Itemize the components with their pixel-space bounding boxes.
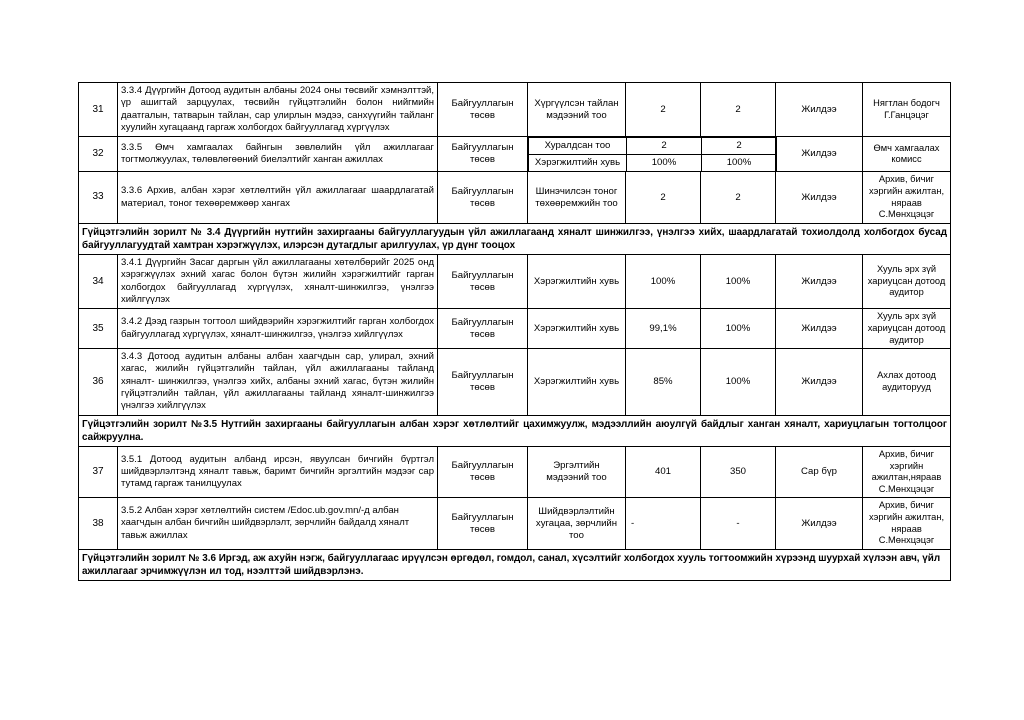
row-number: 31 <box>79 83 118 137</box>
planned-value: 2 <box>626 172 701 223</box>
indicator: Шинэчилсэн тоног төхөөремжийн тоо <box>528 172 626 223</box>
planned-value: 100% <box>627 155 702 171</box>
period: Жилдээ <box>776 83 863 137</box>
actual-value: 100% <box>701 349 776 416</box>
row-number: 33 <box>79 172 118 223</box>
planned-value: - <box>626 498 701 549</box>
indicator: Хэрэгжилтийн хувь <box>528 349 626 416</box>
period: Жилдээ <box>776 349 863 416</box>
responsible-person: Өмч хамгаалах комисс <box>863 137 951 172</box>
table-row <box>79 172 951 223</box>
indicator: Хэрэгжилтийн хувь <box>529 155 627 171</box>
table-row <box>79 254 951 308</box>
performance-plan-table <box>78 82 951 581</box>
table-row <box>79 137 951 172</box>
responsible-person: Хууль эрх зүй хариуцсан дотоод аудитор <box>863 254 951 308</box>
period: Жилдээ <box>776 254 863 308</box>
indicator: Хэрэгжилтийн хувь <box>528 309 626 349</box>
task-description: 3.5.2 Албан хэрэг хөтлөлтийн систем /Edoc.ub.gov.mn/-д албан хаагчдын албан бичгийн шийдвэрлэлт, зөрчлийн байдалд хяналт тавьж ажиллах <box>118 498 438 549</box>
responsible-person: Ахлах дотоод аудиторууд <box>863 349 951 416</box>
row-number: 32 <box>79 137 118 172</box>
indicator: Эргэлтийн мэдээний тоо <box>528 446 626 497</box>
actual-value: 100% <box>701 254 776 308</box>
indicator: Хүргүүлсэн тайлан мэдээний тоо <box>528 83 626 137</box>
section-objective-text: Гүйцэтгэлийн зорилт №3.5 Нутгийн захиргааны байгууллагын албан хэрэг хөтлөлтийг цахимжуулж, мэдээллийн аюулгүй байдлыг ханган хяналт, хариуцлагын тогтолцоог сайжруулна. <box>82 418 947 443</box>
responsible-person: Архив, бичиг хэргийн ажилтан, няраав С.Мөнхцэцэг <box>863 172 951 223</box>
funding-source: Байгууллагын төсөв <box>438 349 528 416</box>
split-indicator-group <box>528 137 776 172</box>
funding-source: Байгууллагын төсөв <box>438 83 528 137</box>
table-row <box>79 83 951 137</box>
table-body <box>79 83 951 581</box>
planned-value: 99,1% <box>626 309 701 349</box>
section-header-cell <box>79 223 951 254</box>
indicator: Хэрэгжилтийн хувь <box>528 254 626 308</box>
period: Жилдээ <box>776 172 863 223</box>
section-objective-text: Гүйцэтгэлийн зорилт № 3.4 Дүүргийн нутгийн захиргааны байгууллагуудын үйл ажиллагаанд хяналт шинжилгээ, үнэлгээ хийх, шаардлагатай тохиолдолд холбогдох бусад байгууллагуудтай хамтран хэрэгжүүлэх, илэрсэн дутагдлыг арилгуулах, үр дүнг тооцох <box>82 226 947 251</box>
sub-metric-row <box>529 155 777 171</box>
actual-value: 2 <box>701 172 776 223</box>
planned-value: 85% <box>626 349 701 416</box>
planned-value: 2 <box>626 83 701 137</box>
indicator: Шийдвэрлэлтийн хугацаа, зөрчлийн тоо <box>528 498 626 549</box>
actual-value: 2 <box>702 138 777 155</box>
task-description: 3.3.5 Өмч хамгаалах байнгын зөвлөлийн үйл ажиллагааг тогтмолжуулах, төлөвлөгөөний биелэлтийг ханган ажиллах <box>118 137 438 172</box>
actual-value: 100% <box>701 309 776 349</box>
row-number: 38 <box>79 498 118 549</box>
period: Сар бүр <box>776 446 863 497</box>
row-number: 35 <box>79 309 118 349</box>
sub-metrics-table <box>528 137 777 171</box>
planned-value: 401 <box>626 446 701 497</box>
task-description: 3.3.6 Архив, албан хэрэг хөтлөлтийн үйл ажиллагааг шаардлагатай материал, тоног техөөремжөөр хангах <box>118 172 438 223</box>
task-description: 3.4.3 Дотоод аудитын албаны албан хаагчдын сар, улирал, эхний хагас, жилийн гүйцэтгэлийн тайлан, үйл ажиллагааны тайланд хяналт- шинжилгээ, үнэлгээ хийх, албаны эхний хагас, бүтэн жилийн гүйцэтгэлийн тайлан, үйл ажиллагааны тайланд хяналт-шинжилгээ үнэлгээ хийлгүүлэх <box>118 349 438 416</box>
planned-value: 2 <box>627 138 702 155</box>
table-container <box>78 82 950 581</box>
funding-source: Байгууллагын төсөв <box>438 172 528 223</box>
table-row <box>79 349 951 416</box>
responsible-person: Архив, бичиг хэргийн ажилтан, няраав С.Мөнхцэцэг <box>863 498 951 549</box>
row-number: 36 <box>79 349 118 416</box>
table-row <box>79 498 951 549</box>
period: Жилдээ <box>776 137 863 172</box>
task-description: 3.4.2 Дээд газрын тогтоол шийдвэрийн хэрэгжилтийг гарган холбогдох байгууллагад хүргүүлэх, хяналт-шинжилгээ, үнэлгээ хийлгүүлэх <box>118 309 438 349</box>
responsible-person: Хууль эрх зүй хариуцсан дотоод аудитор <box>863 309 951 349</box>
task-description: 3.5.1 Дотоод аудитын албанд ирсэн, явуулсан бичгийн бүртгэл шийдвэрлэлтэнд хяналт тавьж, баримт бичгийн эргэлтийн мэдээг сар тутамд гаргаж танилцуулах <box>118 446 438 497</box>
row-number: 37 <box>79 446 118 497</box>
task-description: 3.4.1 Дүүргийн Засаг даргын үйл ажиллагааны хөтөлбөрийг 2025 онд хэрэгжүүлэх эхний хагас болон бүтэн жилийн хэрэгжилтийг гарган холбогдох байгууллагад хүргүүлэх, хяналт-шинжилгээ, үнэлгээ хийлгүүлэх <box>118 254 438 308</box>
task-description: 3.3.4 Дүүргийн Дотоод аудитын албаны 2024 оны төсвийг хэмнэлттэй, үр ашигтай зарцуулах, төсвийн гүйцэтгэлийн болон нийгмийн даатгалын, татварын тайлан, сар улирлын мэдээ, санхүүгийн тайланг хуулийн хугацаанд гаргаж холбогдох байгууллагад хүргүүлэх <box>118 83 438 137</box>
funding-source: Байгууллагын төсөв <box>438 254 528 308</box>
period: Жилдээ <box>776 309 863 349</box>
actual-value: - <box>701 498 776 549</box>
section-header-cell <box>79 549 951 580</box>
funding-source: Байгууллагын төсөв <box>438 446 528 497</box>
planned-value: 100% <box>626 254 701 308</box>
section-header-cell <box>79 415 951 446</box>
actual-value: 2 <box>701 83 776 137</box>
period: Жилдээ <box>776 498 863 549</box>
section-objective-text: Гүйцэтгэлийн зорилт № 3.6 Иргэд, аж ахуйн нэгж, байгууллагаас ирүүлсэн өргөдөл, гомдол, санал, хүсэлтийг холбогдох хууль тогтоомжийн хүрээнд шуурхай хүлээн авч, үйл ажиллагааг эрчимжүүлэн ил тод, нээлттэй шийдвэрлэнэ. <box>82 552 941 577</box>
actual-value: 100% <box>702 155 777 171</box>
section-header-row <box>79 223 951 254</box>
funding-source: Байгууллагын төсөв <box>438 137 528 172</box>
actual-value: 350 <box>701 446 776 497</box>
table-row <box>79 446 951 497</box>
sub-metric-row <box>529 138 777 155</box>
responsible-person: Нягтлан бодогч Г.Ганцэцэг <box>863 83 951 137</box>
funding-source: Байгууллагын төсөв <box>438 309 528 349</box>
section-header-row <box>79 415 951 446</box>
row-number: 34 <box>79 254 118 308</box>
responsible-person: Архив, бичиг хэргийн ажилтан,няраав С.Мөнхцэцэг <box>863 446 951 497</box>
indicator: Хуралдсан тоо <box>529 138 627 155</box>
funding-source: Байгууллагын төсөв <box>438 498 528 549</box>
table-row <box>79 309 951 349</box>
section-header-row <box>79 549 951 580</box>
